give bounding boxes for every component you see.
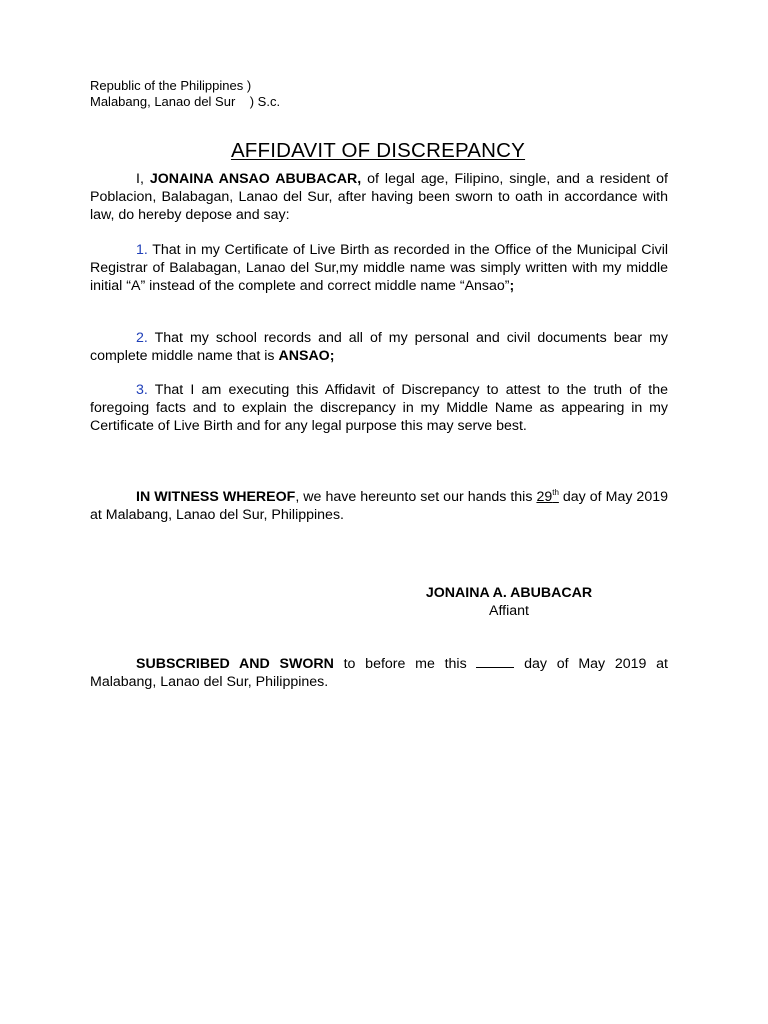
signature-block	[380, 584, 638, 620]
intro-paragraph	[90, 170, 668, 224]
sworn-day-blank	[476, 655, 514, 668]
venue-header	[90, 78, 280, 110]
item-2-text: That my school records and all of my personal and civil documents bear my complete middle name that is	[90, 330, 668, 364]
item-2-paragraph	[90, 329, 668, 365]
sworn-text: to before me this	[333, 656, 477, 672]
sworn-lead: SUBSCRIBED AND SWORN	[136, 656, 334, 672]
item-1-number: 1.	[136, 242, 148, 258]
witness-day-suffix: th	[552, 488, 559, 497]
witness-text: , we have hereunto set our hands this	[295, 489, 537, 505]
sworn-rest: day of May 2019 at Malabang, Lanao del Sur, Philippines.	[90, 656, 668, 690]
item-1-end: ;	[509, 278, 515, 294]
document-title: AFFIDAVIT OF DISCREPANCY	[230, 139, 526, 162]
item-2-end: ANSAO;	[278, 348, 335, 364]
sworn-paragraph	[90, 655, 668, 691]
venue-location: Malabang, Lanao del Sur ) S.c.	[90, 94, 281, 109]
affiant-full-name: JONAINA ANSAO ABUBACAR,	[149, 171, 362, 187]
signature-role: Affiant	[489, 603, 529, 619]
witness-day	[536, 489, 558, 505]
item-3-number: 3.	[136, 382, 148, 398]
signature-name: JONAINA A. ABUBACAR	[425, 585, 593, 601]
item-3-paragraph	[90, 381, 668, 435]
witness-day-number: 29	[536, 489, 553, 505]
venue-republic: Republic of the Philippines )	[90, 78, 252, 93]
witness-paragraph	[90, 488, 668, 524]
item-3-text: That I am executing this Affidavit of Discrepancy to attest to the truth of the foregoing facts and to explain the discrepancy in my Middle Name as appearing in my Certificate of Live Birth and for any legal purpose this may serve best.	[90, 382, 668, 434]
item-2-number: 2.	[136, 330, 148, 346]
item-1-text: That in my Certificate of Live Birth as recorded in the Office of the Municipal Civil Registrar of Balabagan, Lanao del Sur,my middle name was simply written with my middle initial “A” instead of the complete and correct middle name “Ansao”	[90, 242, 668, 294]
witness-rest: day of May 2019 at Malabang, Lanao del Sur, Philippines.	[90, 489, 668, 523]
witness-lead: IN WITNESS WHEREOF	[136, 489, 296, 505]
item-1-paragraph	[90, 241, 668, 295]
intro-text: of legal age, Filipino, single, and a resident of Poblacion, Balabagan, Lanao del Sur, after having been sworn to oath in accordance with law, do hereby depose and say:	[90, 171, 669, 223]
intro-prefix: I,	[136, 171, 150, 187]
